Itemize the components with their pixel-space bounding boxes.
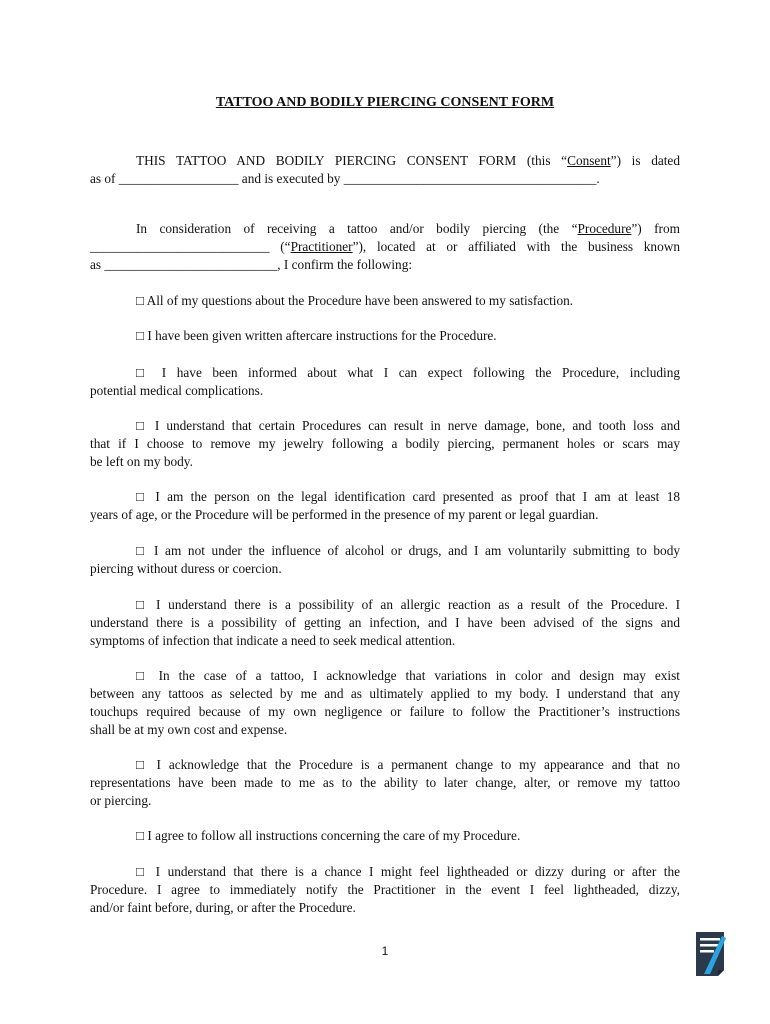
document-title: TATTOO AND BODILY PIERCING CONSENT FORM	[215, 95, 555, 110]
checklist-item-line: piercing without duress or coercion.	[90, 561, 282, 576]
checklist-item-line: be left on my body.	[90, 454, 193, 469]
checklist-item-line: between any tattoos as selected by me and as ultimately applied to my body. I understand that any	[90, 686, 680, 701]
checklist-item-line: that if I choose to remove my jewelry following a bodily piercing, permanent holes or scars may	[90, 436, 680, 451]
checklist-item-first-line: □ All of my questions about the Procedure have been answered to my satisfaction.	[136, 293, 574, 308]
practitioner-term: Practitioner	[290, 239, 353, 254]
consideration-line-1: In consideration of receiving a tattoo and/or bodily piercing (the “Procedure”) from	[136, 221, 680, 236]
checklist-item-first-line: □ I am the person on the legal identification card presented as proof that I am at least 18	[136, 489, 680, 504]
checklist-item	[90, 364, 680, 400]
checklist-item-first-line: □ I have been informed about what I can expect following the Procedure, including	[136, 365, 680, 380]
checklist-item	[90, 756, 680, 810]
procedure-term: Procedure	[577, 221, 632, 236]
checklist-item-first-line: □ I agree to follow all instructions concerning the care of my Procedure.	[136, 828, 521, 843]
checklist-item	[90, 827, 680, 845]
checklist-item	[90, 667, 680, 739]
checklist-item-first-line: □ I acknowledge that the Procedure is a permanent change to my appearance and that no	[136, 757, 680, 772]
checklist-item-first-line: □ I understand that there is a chance I might feel lightheaded or dizzy during or after the	[136, 864, 680, 879]
checklist-item	[90, 327, 680, 345]
checklist-item-line: understand there is a possibility of getting an infection, and I have been advised of the signs and	[90, 615, 680, 630]
checklist-item-first-line: □ I am not under the influence of alcohol or drugs, and I am voluntarily submitting to body	[136, 543, 680, 558]
checklist-item	[90, 596, 680, 650]
consent-term: Consent	[567, 153, 611, 168]
checklist-item	[90, 417, 680, 471]
intro-line-1: THIS TATTOO AND BODILY PIERCING CONSENT FORM (this “Consent”) is dated	[136, 153, 680, 168]
consideration-line-3: as __________________________, I confirm the following:	[90, 257, 413, 272]
checklist-item-line: representations have been made to me as to the ability to later change, alter, or remove my tattoo	[90, 775, 680, 790]
checklist-item-first-line: □ I understand there is a possibility of an allergic reaction as a result of the Procedure. I	[136, 597, 680, 612]
checklist-item-first-line: □ I understand that certain Procedures can result in nerve damage, bone, and tooth loss and	[136, 418, 680, 433]
checklist-item-line: touchups required because of my own negligence or failure to follow the Practitioner’s instructions	[90, 704, 680, 719]
document-logo-icon	[694, 930, 728, 978]
checklist-item-line: potential medical complications.	[90, 383, 264, 398]
checklist-item-line: Procedure. I agree to immediately notify the Practitioner in the event I feel lightheaded, dizzy,	[90, 882, 680, 897]
checklist-item	[90, 863, 680, 917]
checklist-item-line: shall be at my own cost and expense.	[90, 722, 288, 737]
page-number: 1	[381, 944, 389, 958]
checklist-item	[90, 292, 680, 310]
checklist-item-first-line: □ I have been given written aftercare instructions for the Procedure.	[136, 328, 497, 343]
checklist-item-line: or piercing.	[90, 793, 152, 808]
consideration-paragraph	[90, 220, 680, 274]
checklist-item	[90, 488, 680, 524]
checklist-item-line: and/or faint before, during, or after the Procedure.	[90, 900, 356, 915]
checklist-item-first-line: □ In the case of a tattoo, I acknowledge that variations in color and design may exist	[136, 668, 680, 683]
checklist-item	[90, 542, 680, 578]
intro-paragraph	[90, 152, 680, 188]
checklist-item-line: years of age, or the Procedure will be performed in the presence of my parent or legal guardian.	[90, 507, 599, 522]
consideration-line-2: ___________________________ (“Practitioner”), located at or affiliated with the business known	[90, 239, 680, 254]
checklist-item-line: symptoms of infection that indicate a need to seek medical attention.	[90, 633, 456, 648]
intro-line-2: as of __________________ and is executed by ______________________________________.	[90, 171, 600, 186]
